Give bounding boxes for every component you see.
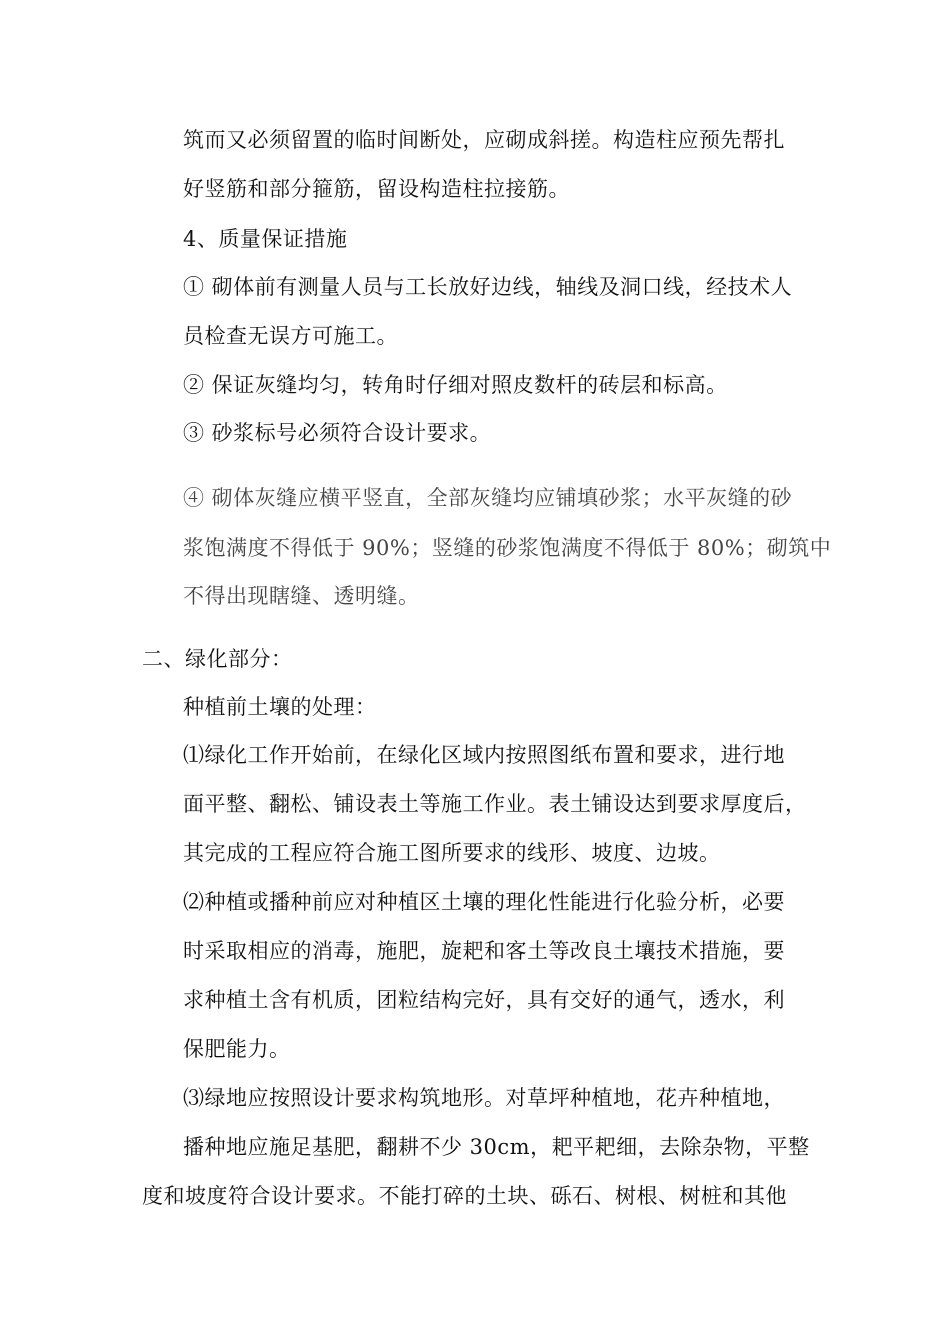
text-line: 度和坡度符合设计要求。不能打碎的土块、砾石、树根、树桩和其他 [142,1184,787,1208]
text-line: 不得出现瞎缝、透明缝。 [183,584,420,608]
text-line: 好竖筋和部分箍筋，留设构造柱拉接筋。 [183,177,570,201]
text-line: 面平整、翻松、铺设表土等施工作业。表土铺设达到要求厚度后， [183,792,807,816]
text-line: 求种植土含有机质，团粒结构完好，具有交好的通气，透水，利 [183,988,785,1012]
text-line: 筑而又必须留置的临时间断处，应砌成斜搓。构造柱应预先帮扎 [183,128,785,152]
text-line: 员检查无误方可施工。 [183,324,398,348]
list-item: ⑴绿化工作开始前，在绿化区域内按照图纸布置和要求，进行地 [183,743,785,767]
section-heading: 二、绿化部分： [142,647,293,671]
list-item: ⑵种植或播种前应对种植区土壤的理化性能进行化验分析，必要 [183,890,785,914]
list-item: ④ 砌体灰缝应横平竖直，全部灰缝均应铺填砂浆；水平灰缝的砂 [183,486,793,510]
section-heading: 4、质量保证措施 [183,227,348,251]
text-line: 时采取相应的消毒，施肥，旋耙和客土等改良土壤技术措施，要 [183,939,785,963]
subsection-heading: 种植前土壤的处理： [183,695,377,719]
text-line: 保肥能力。 [183,1037,291,1061]
list-item: ③ 砂浆标号必须符合设计要求。 [183,421,492,445]
list-item: ⑶绿地应按照设计要求构筑地形。对草坪种植地，花卉种植地， [183,1086,785,1110]
text-line: 播种地应施足基肥，翻耕不少 30cm，耙平耙细，去除杂物，平整 [183,1135,810,1159]
text-line: 其完成的工程应符合施工图所要求的线形、坡度、边坡。 [183,841,721,865]
text-line: 浆饱满度不得低于 90%；竖缝的砂浆饱满度不得低于 80%；砌筑中 [183,536,832,560]
list-item: ① 砌体前有测量人员与工长放好边线，轴线及洞口线，经技术人 [183,275,793,299]
list-item: ② 保证灰缝均匀，转角时仔细对照皮数杆的砖层和标高。 [183,373,728,397]
